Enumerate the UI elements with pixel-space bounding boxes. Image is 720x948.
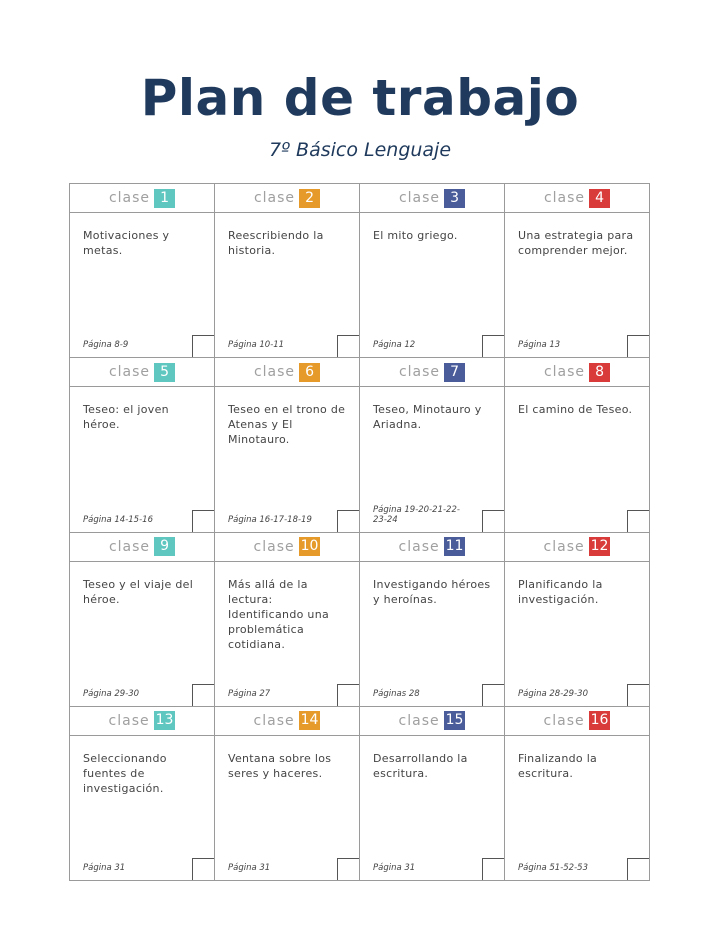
lesson-number-badge: 4 [589, 189, 610, 208]
lesson-cell [505, 358, 650, 532]
lesson-cell [215, 358, 360, 532]
lesson-cell [360, 533, 505, 707]
lesson-number-badge: 6 [299, 363, 320, 382]
completion-checkbox[interactable] [192, 684, 214, 706]
lesson-cell [215, 707, 360, 881]
lesson-label: clase [398, 364, 441, 381]
completion-checkbox[interactable] [627, 510, 649, 532]
lesson-label: clase [253, 190, 296, 206]
lesson-page-ref: Página 31 [228, 863, 271, 873]
lesson-task: Finalizando la escritura. [518, 751, 598, 780]
lesson-cell [215, 184, 360, 358]
lesson-page-ref: Página 28-29-30 [518, 688, 588, 699]
lesson-page-ref: Página 12 [373, 340, 416, 351]
lesson-header [360, 358, 504, 387]
completion-checkbox[interactable] [627, 858, 649, 880]
lesson-header [360, 533, 504, 562]
lesson-label: clase [543, 364, 586, 381]
lesson-label: clase [253, 364, 296, 381]
completion-checkbox[interactable] [482, 858, 504, 880]
lesson-header [215, 533, 359, 562]
completion-checkbox[interactable] [627, 335, 649, 357]
lesson-task: Planificando la investigación. [518, 577, 603, 606]
lesson-cell [505, 707, 650, 881]
lesson-number-badge: 15 [445, 712, 464, 729]
lesson-header [70, 533, 214, 562]
lesson-task: Teseo, Minotauro y Ariadna. [373, 403, 482, 432]
lesson-page-ref: Páginas 28 [373, 688, 420, 699]
lesson-page-ref: Página 31 [83, 863, 126, 873]
lesson-page-ref: Página 14-15-16 [83, 514, 153, 525]
lesson-header [215, 358, 359, 387]
completion-checkbox[interactable] [627, 684, 649, 706]
lesson-label: clase [543, 712, 585, 729]
lesson-number-badge: 2 [299, 189, 320, 208]
lesson-number-badge: 13 [155, 712, 174, 729]
lesson-header [360, 707, 504, 736]
lesson-page-ref: Página 19-20-21-22-23-24 [373, 504, 460, 525]
lesson-task: Teseo y el viaje del héroe. [83, 577, 194, 606]
lesson-label: clase [108, 364, 151, 381]
lesson-header [70, 184, 214, 213]
lesson-label: clase [108, 712, 150, 729]
lesson-number-badge: 12 [590, 538, 609, 554]
completion-checkbox[interactable] [192, 510, 214, 532]
lesson-number-badge: 3 [444, 189, 465, 208]
lesson-task: Más allá de la lectura: Identificando una problemática cotidiana. [228, 577, 330, 651]
lesson-label: clase [398, 538, 440, 555]
lesson-header [70, 358, 214, 387]
lesson-task: Investigando héroes y heroínas. [373, 577, 491, 606]
lesson-number-badge: 10 [300, 538, 319, 554]
completion-checkbox[interactable] [192, 335, 214, 357]
lesson-header [360, 184, 504, 213]
lesson-cell [360, 707, 505, 881]
lesson-number-badge: 11 [445, 538, 464, 554]
lesson-label: clase [398, 190, 441, 206]
lesson-label: clase [108, 538, 151, 555]
lesson-page-ref: Página 16-17-18-19 [228, 514, 312, 525]
lesson-cell [70, 533, 215, 707]
lesson-cell [360, 358, 505, 532]
lesson-page-ref: Página 13 [518, 340, 561, 351]
lesson-task: Teseo: el joven héroe. [83, 403, 169, 432]
lesson-header [505, 707, 649, 736]
lesson-page-ref: Página 27 [228, 688, 271, 699]
lesson-header [505, 533, 649, 562]
lesson-label: clase [253, 712, 295, 729]
lesson-label: clase [398, 712, 440, 729]
completion-checkbox[interactable] [337, 858, 359, 880]
completion-checkbox[interactable] [482, 684, 504, 706]
completion-checkbox[interactable] [337, 684, 359, 706]
lesson-header [70, 707, 214, 736]
lesson-label: clase [543, 538, 585, 555]
lesson-task: Seleccionando fuentes de investigación. [83, 751, 167, 795]
lesson-header [215, 707, 359, 736]
lesson-number-badge: 1 [154, 189, 175, 208]
page-subtitle: 7º Básico Lenguaje [268, 139, 452, 161]
lesson-cell [70, 707, 215, 881]
lesson-task: Teseo en el trono de Atenas y El Minotauro. [228, 403, 346, 447]
lesson-task: Ventana sobre los seres y haceres. [228, 751, 332, 780]
lesson-label: clase [108, 190, 151, 206]
lesson-cell [505, 533, 650, 707]
completion-checkbox[interactable] [337, 335, 359, 357]
lesson-page-ref: Página 10-11 [228, 340, 285, 351]
lesson-number-badge: 14 [300, 712, 319, 729]
page-title: Plan de trabajo [140, 69, 580, 127]
lesson-task: Desarrollando la escritura. [373, 751, 468, 780]
completion-checkbox[interactable] [482, 510, 504, 532]
lesson-page-ref: Página 29-30 [83, 688, 140, 699]
lesson-label: clase [543, 190, 586, 206]
lesson-page-ref: Página 31 [373, 863, 416, 873]
lesson-number-badge: 16 [590, 712, 609, 729]
lesson-cell [70, 184, 215, 358]
lesson-cell [70, 358, 215, 532]
lesson-task: Motivaciones y metas. [83, 229, 170, 257]
lesson-number-badge: 7 [444, 363, 465, 382]
lesson-task: El camino de Teseo. [518, 403, 633, 417]
completion-checkbox[interactable] [337, 510, 359, 532]
completion-checkbox[interactable] [192, 858, 214, 880]
lesson-cell [360, 184, 505, 358]
lesson-header [505, 184, 649, 213]
lesson-grid [69, 183, 650, 881]
lesson-page-ref: Página 8-9 [83, 340, 129, 351]
lesson-page-ref: Página 51-52-53 [518, 863, 588, 873]
lesson-number-badge: 5 [154, 363, 175, 382]
lesson-header [505, 358, 649, 387]
lesson-task: Una estrategia para comprender mejor. [518, 229, 634, 257]
lesson-cell [505, 184, 650, 358]
completion-checkbox[interactable] [482, 335, 504, 357]
lesson-task: El mito griego. [373, 229, 458, 242]
lesson-number-badge: 8 [589, 363, 610, 382]
lesson-header [215, 184, 359, 213]
lesson-number-badge: 9 [154, 537, 175, 556]
lesson-label: clase [253, 538, 295, 555]
lesson-task: Reescribiendo la historia. [228, 229, 324, 257]
lesson-cell [215, 533, 360, 707]
